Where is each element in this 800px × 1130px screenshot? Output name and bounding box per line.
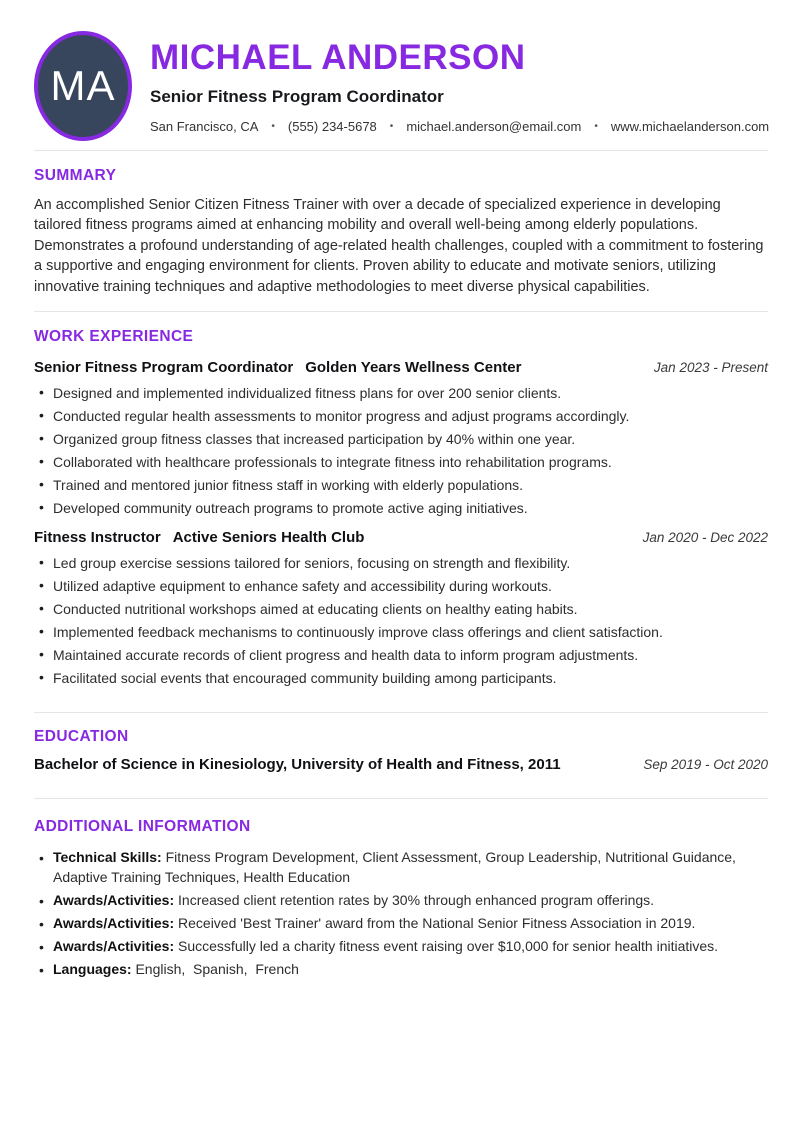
bullet-item: • Implemented feedback mechanisms to continuously improve class offerings and client satisfaction. (34, 624, 768, 640)
section-divider (34, 712, 768, 713)
additional-list (34, 847, 768, 979)
candidate-job-title: Senior Fitness Program Coordinator (150, 87, 444, 106)
bullet-item: • Developed community outreach programs to promote active aging initiatives. (34, 500, 768, 516)
bullet-item: • Led group exercise sessions tailored for seniors, focusing on strength and flexibility. (34, 555, 768, 571)
additional-item-text: Received 'Best Trainer' award from the National Senior Fitness Association in 2019. (178, 915, 696, 932)
section-education (34, 729, 768, 773)
separator-dot-icon: • (594, 121, 598, 132)
additional-item-label: Awards/Activities: (53, 938, 175, 955)
contact-row (150, 119, 769, 134)
additional-item-text: Successfully led a charity fitness event raising over $10,000 for senior health initiatives. (178, 938, 719, 955)
bullet-item: • Organized group fitness classes that increased participation by 40% within one year. (34, 431, 768, 447)
job-bullet-list (34, 555, 768, 686)
job-dates: Jan 2023 - Present (653, 360, 768, 376)
additional-item-label: Awards/Activities: (53, 915, 175, 932)
additional-item-text: Increased client retention rates by 30% through enhanced program offerings. (178, 892, 655, 909)
additional-item (34, 959, 768, 979)
education-entry (34, 756, 768, 773)
additional-item (34, 913, 768, 933)
job-company: Active Seniors Health Club (172, 529, 365, 547)
job-header (34, 529, 768, 546)
avatar (34, 31, 132, 141)
bullet-item: • Conducted regular health assessments to monitor progress and adjust programs accordingly. (34, 408, 768, 424)
additional-item-text: Fitness Program Development, Client Assessment, Group Leadership, Nutritional Guidance, Adaptive Training Techniques, Health Education (53, 849, 740, 886)
bullet-item: • Designed and implemented individualized fitness plans for over 200 senior clients. (34, 385, 768, 401)
job-header (34, 359, 768, 376)
bullet-item: • Maintained accurate records of client progress and health data to inform program adjustments. (34, 647, 768, 663)
avatar-initials: MA (50, 62, 116, 109)
job-entry (34, 359, 768, 516)
job-dates: Jan 2020 - Dec 2022 (642, 530, 768, 546)
job-entry (34, 529, 768, 686)
section-experience (34, 329, 768, 686)
bullet-item: • Trained and mentored junior fitness staff in working with elderly populations. (34, 477, 768, 493)
bullet-item: • Utilized adaptive equipment to enhance safety and accessibility during workouts. (34, 578, 768, 594)
additional-item-label: Languages: (53, 961, 132, 978)
summary-text: An accomplished Senior Citizen Fitness Trainer with over a decade of specialized experience in developing tailored fitness programs aimed at enhancing mobility and overall well-being among elderly populations. Demonstrates a profound understanding of age-related health challenges, coupled with a commitment to fostering a supportive and engaging environment for clients. Proven ability to educate and motivate seniors, utilizing innovative training techniques and adaptive methodologies to meet diverse physical capabilities. (34, 197, 764, 295)
job-company: Golden Years Wellness Center (305, 359, 522, 377)
section-divider (34, 798, 768, 799)
summary-heading: SUMMARY (34, 167, 117, 184)
bullet-item: • Facilitated social events that encouraged community building among participants. (34, 670, 768, 686)
header-text (132, 31, 769, 134)
education-dates: Sep 2019 - Oct 2020 (643, 757, 768, 773)
bullet-item: • Conducted nutritional workshops aimed at educating clients on healthy eating habits. (34, 601, 768, 617)
education-degree: Bachelor of Science in Kinesiology, University of Health and Fitness, 2011 (34, 756, 561, 774)
contact-email: michael.anderson@email.com (406, 119, 582, 134)
education-heading: EDUCATION (34, 728, 129, 746)
bullet-item: • Collaborated with healthcare professionals to integrate fitness into rehabilitation programs. (34, 454, 768, 470)
experience-heading: WORK EXPERIENCE (34, 328, 194, 346)
job-bullet-list (34, 385, 768, 516)
contact-location: San Francisco, CA (150, 119, 259, 134)
additional-item (34, 936, 768, 956)
contact-website: www.michaelanderson.com (610, 119, 770, 134)
section-summary (34, 168, 768, 297)
job-position: Fitness Instructor (34, 529, 161, 547)
additional-item-label: Awards/Activities: (53, 892, 175, 909)
additional-item-label: Technical Skills: (53, 849, 162, 866)
additional-item-text: English, Spanish, French (135, 961, 299, 978)
section-divider (34, 150, 768, 151)
additional-heading: ADDITIONAL INFORMATION (34, 818, 251, 836)
additional-item (34, 890, 768, 910)
section-divider (34, 311, 768, 312)
candidate-name: MICHAEL ANDERSON (150, 38, 526, 77)
separator-dot-icon: • (389, 121, 394, 132)
resume-header (34, 0, 768, 141)
additional-item (34, 847, 768, 887)
job-position: Senior Fitness Program Coordinator (34, 359, 294, 377)
section-additional-information (34, 819, 768, 979)
contact-phone: (555) 234-5678 (287, 119, 377, 134)
separator-dot-icon: • (271, 121, 275, 132)
